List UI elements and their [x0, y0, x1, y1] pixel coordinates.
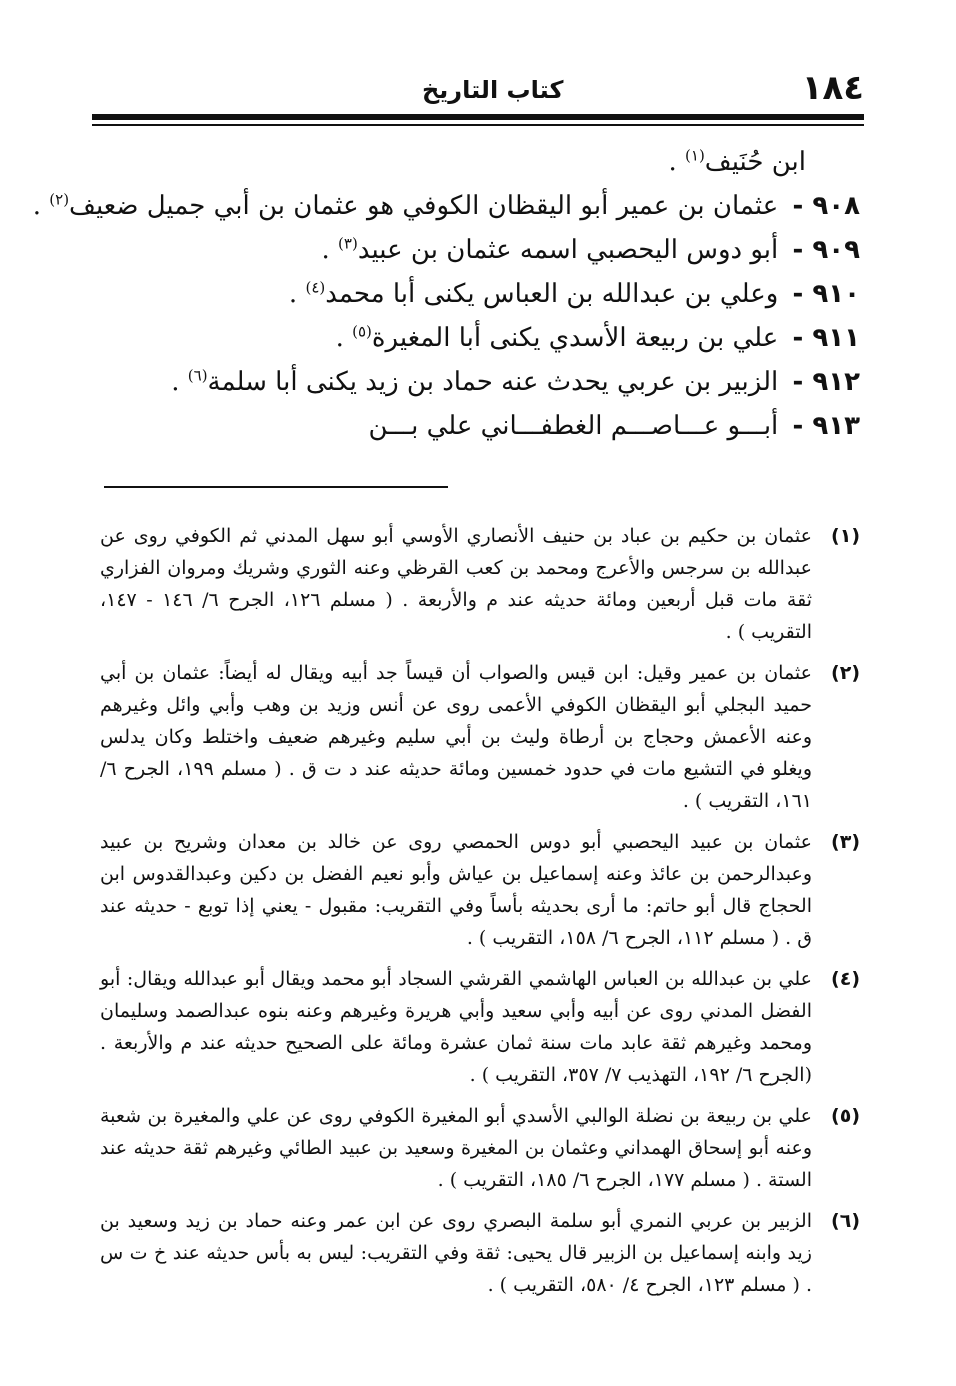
footnote-text: علي بن ربيعة بن نضلة الوالبي الأسدي أبو المغيرة الكوفي روى عن علي والمغيرة بن شعبة وعنه أبو إسحاق الهمداني وعثمان بن المغيرة وسعيد بن عبيد الطائي وغيرهم ثقة حديثه عند الستة . ( مسلم ١٧٧، الجرح ٦/ ١٨٥، التقريب ) . — [100, 1105, 812, 1191]
footnote-text: عثمان بن عمير وقيل: ابن قيس والصواب أن قيساً جد أبيه ويقال له أيضاً: عثمان بن أبي حميد البجلي أبو اليقظان الكوفي الأعمى روى عن أنس وزيد بن وهب وأبي وائل وغيرهم وعنه الأعمش وحجاج بن أرطاة وليث بن أبي سليم وغيرهم ضعيف واختلط وكان يدلس ويغلو في التشيع مات في حدود خمسين ومائة حديثه عند د ت ق . ( مسلم ١٩٩، الجرح ٦/ ١٦١، التقريب ) . — [100, 662, 812, 812]
header-rule-thin — [92, 124, 864, 126]
footnote-marker: (٣) — [831, 831, 860, 853]
entry-913 — [100, 404, 860, 448]
entry-text: أبو دوس اليحصبي اسمه عثمان بن عبيد — [357, 235, 779, 265]
header-rule-thick — [92, 114, 864, 120]
footnote-ref: (٣) — [338, 234, 358, 253]
entry-text: أبـــو عـــاصـــم الغطفـــاني علي بـــن — [368, 411, 779, 441]
entry-908 — [32, 184, 860, 228]
entry-tail: . — [335, 323, 353, 353]
footnote-ref: (٥) — [352, 322, 372, 341]
entry-text: عثمان بن عمير أبو اليقظان الكوفي هو عثمان بن أبي جميل ضعيف — [69, 191, 779, 221]
footnote-4 — [100, 963, 860, 1091]
entry-number: ٩١١ - — [792, 323, 860, 353]
running-header — [92, 66, 864, 112]
footnote-text: عثمان بن حكيم بن عباد بن حنيف الأنصاري الأوسي أبو سهل المدني ثم الكوفي روى عن عبدالله بن سرجس والأعرج ومحمد بن كعب القرظي وعنه الثوري وشريك ومروان الفزاري ثقة مات قبل أربعين ومائة حديثه عند م والأربعة . ( مسلم ١٢٦، الجرح ٦/ ١٤٦ - ١٤٧، التقريب ) . — [100, 525, 812, 643]
entry-text: الزبير بن عربي يحدث عنه حماد بن زيد يكنى أبا سلمة — [207, 367, 779, 397]
entry-tail: . — [171, 367, 188, 397]
footnote-ref: (١) — [685, 146, 705, 165]
entry-number: ٩١٢ - — [792, 367, 860, 397]
running-title: كتاب التاريخ — [422, 76, 564, 104]
entry-text: علي بن ربيعة الأسدي يكنى أبا المغيرة — [371, 323, 779, 353]
entry-909 — [100, 228, 860, 272]
footnote-ref: (٤) — [305, 278, 326, 297]
footnote-ref: (٦) — [187, 366, 208, 385]
footnote-5 — [100, 1100, 860, 1196]
footnote-marker: (٢) — [831, 662, 860, 684]
entry-tail: . — [288, 279, 306, 309]
entry-number: ٩٠٩ - — [792, 235, 860, 265]
entry-continuation — [100, 140, 860, 184]
entries-list — [32, 140, 860, 448]
footnote-marker: (٦) — [831, 1210, 860, 1232]
footnote-text: عثمان بن عبيد اليحصبي أبو دوس الحمصي روى عن خالد بن معدان وشريح بن عبيد وعبدالرحمن بن عائذ وعنه إسماعيل بن عياش وأبو نعيم الفضل بن دكين وعبدالقدوس ابن الحجاج قال أبو حاتم: ما أرى بحديثه بأساً وفي التقريب: مقبول - يعني إذا توبع - حديثه عند ق . ( مسلم ١١٢، الجرح ٦/ ١٥٨، التقريب ) . — [100, 831, 812, 949]
entry-912 — [100, 360, 860, 404]
entry-text: ابن حُنَيف — [704, 147, 806, 177]
entry-number: ٩١٠ - — [792, 279, 860, 309]
entry-911 — [100, 316, 860, 360]
entry-910 — [100, 272, 860, 316]
entry-number: ٩٠٨ - — [792, 191, 860, 221]
entry-tail: . — [321, 235, 339, 265]
footnotes-list — [100, 520, 860, 1310]
entry-tail: . — [32, 191, 50, 221]
footnote-2 — [100, 657, 860, 817]
footnote-text: الزبير بن عربي النمري أبو سلمة البصري روى عن ابن عمر وعنه حماد بن زيد وسعيد بن زيد وابنه إسماعيل بن الزبير قال يحيى: ثقة وفي التقريب: ليس به بأس حديثه عند خ ت س . ( مسلم ١٢٣، الجرح ٤/ ٥٨٠، التقريب ) . — [100, 1210, 812, 1296]
footnote-marker: (٥) — [831, 1105, 860, 1127]
entry-text: وعلي بن عبدالله بن العباس يكنى أبا محمد — [325, 279, 779, 309]
footnote-1 — [100, 520, 860, 648]
page-number: ١٨٤ — [801, 68, 864, 108]
footnote-separator — [104, 486, 448, 488]
footnote-marker: (١) — [831, 525, 860, 547]
entry-number: ٩١٣ - — [792, 411, 860, 441]
footnote-3 — [100, 826, 860, 954]
footnote-ref: (٢) — [49, 190, 70, 209]
entry-tail: . — [668, 147, 686, 177]
footnote-marker: (٤) — [831, 968, 860, 990]
footnote-6 — [100, 1205, 860, 1301]
footnote-text: علي بن عبدالله بن العباس الهاشمي القرشي السجاد أبو محمد ويقال أبو عبدالله ويقال: أبو الفضل المدني روى عن أبيه وأبي سعيد وأبي هريرة وغيرهم وعنه بنوه عبدالصمد وسليمان ومحمد وغيرهم ثقة عابد مات سنة ثمان عشرة ومائة على الصحيح حديثه عند م والأربعة . (الجرح ٦/ ١٩٢، التهذيب ٧/ ٣٥٧، التقريب ) . — [100, 968, 812, 1086]
